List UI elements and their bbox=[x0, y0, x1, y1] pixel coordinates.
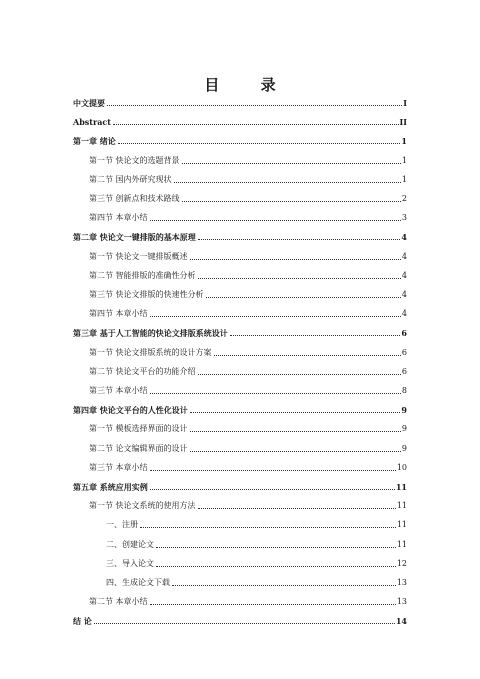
dot-leader bbox=[190, 451, 401, 452]
toc-entry-label: 结 论 bbox=[73, 616, 92, 627]
dot-leader bbox=[118, 143, 401, 144]
toc-entry-label: 第一节 快论文系统的使用方法 bbox=[89, 501, 196, 511]
toc-entry-page: 11 bbox=[396, 520, 407, 530]
toc-entry-page: 9 bbox=[401, 424, 407, 434]
dot-leader bbox=[172, 585, 396, 586]
toc-entry[interactable] bbox=[89, 174, 407, 186]
toc-entry[interactable] bbox=[89, 423, 407, 435]
toc-entry-page: 13 bbox=[396, 597, 407, 607]
toc-entry[interactable] bbox=[89, 596, 407, 608]
toc-entry-label: 第三章 基于人工智能的快论文排版系统设计 bbox=[73, 328, 228, 339]
toc-entry-label: 四、生成论文下载 bbox=[106, 578, 170, 587]
toc-entry-label: 第三节 本章小结 bbox=[89, 386, 148, 395]
toc-entry-label: 二、创建论文 bbox=[106, 539, 154, 549]
toc-entry-label: 中文提要 bbox=[73, 98, 105, 108]
dot-leader bbox=[150, 489, 395, 490]
toc-entry-page: 4 bbox=[401, 270, 407, 280]
dot-leader bbox=[150, 220, 401, 221]
toc-entry-page: 11 bbox=[395, 482, 407, 492]
dot-leader bbox=[150, 393, 401, 394]
toc-entry[interactable] bbox=[73, 481, 407, 493]
dot-leader bbox=[156, 547, 396, 548]
toc-entry-label: 一、注册 bbox=[106, 520, 138, 530]
toc-entry-page: 4 bbox=[401, 309, 407, 319]
toc-entry-page: 4 bbox=[401, 290, 407, 299]
toc-entry-page: 1 bbox=[401, 136, 407, 147]
dot-leader bbox=[150, 470, 396, 471]
toc-entry[interactable] bbox=[73, 327, 407, 339]
toc-entry[interactable] bbox=[73, 231, 407, 243]
toc-entry[interactable] bbox=[89, 289, 407, 301]
toc-entry[interactable] bbox=[89, 385, 407, 397]
toc-entry-label: 三、导入论文 bbox=[106, 558, 154, 568]
dot-leader bbox=[198, 508, 396, 509]
dot-leader bbox=[198, 239, 401, 240]
toc-entry-page: 10 bbox=[396, 462, 407, 472]
toc-entry-page: I bbox=[403, 98, 407, 108]
toc-entry-page: 1 bbox=[401, 174, 407, 184]
toc-entry[interactable] bbox=[89, 270, 407, 282]
toc-entry-label: 第四章 快论文平台的人性化设计 bbox=[73, 405, 188, 416]
toc-entry-label: 第四节 本章小结 bbox=[89, 213, 148, 223]
toc-entry-label: 第二节 论文编辑界面的设计 bbox=[89, 443, 188, 453]
toc-entry-page: 6 bbox=[401, 366, 407, 376]
toc-entry[interactable] bbox=[89, 212, 407, 224]
toc-entry-label: 第二节 智能排版的准确性分析 bbox=[89, 270, 196, 280]
toc-entry[interactable] bbox=[89, 500, 407, 512]
toc-entry[interactable] bbox=[73, 404, 407, 416]
toc-entry-page: II bbox=[399, 117, 407, 128]
toc-entry-label: 第一章 绪论 bbox=[73, 136, 116, 147]
dot-leader bbox=[113, 124, 399, 125]
page-title: 目 录 bbox=[204, 76, 294, 94]
dot-leader bbox=[174, 182, 401, 183]
toc-entry[interactable] bbox=[89, 462, 407, 474]
toc-entry-label: 第四节 本章小结 bbox=[89, 309, 148, 319]
toc-entry-label: 第三节 创新点和技术路线 bbox=[89, 194, 180, 203]
toc-entry[interactable] bbox=[73, 135, 407, 147]
dot-leader bbox=[182, 201, 401, 202]
toc-entry-page: 13 bbox=[396, 578, 407, 587]
toc-entry-label: 第二节 本章小结 bbox=[89, 597, 148, 607]
toc-entry-page: 9 bbox=[401, 443, 407, 453]
dot-leader bbox=[150, 604, 396, 605]
toc-entry-page: 6 bbox=[401, 328, 407, 339]
toc-entry[interactable] bbox=[89, 251, 407, 263]
toc-entry-page: 14 bbox=[395, 616, 407, 627]
toc-entry-label: 第一节 快论文一键排版概述 bbox=[89, 251, 188, 261]
dot-leader bbox=[190, 431, 401, 432]
toc-entry-page: 3 bbox=[401, 213, 407, 223]
toc-entry-page: 4 bbox=[401, 251, 407, 261]
toc-entry-page: 9 bbox=[401, 405, 407, 416]
toc-entry-label: 第二节 国内外研究现状 bbox=[89, 174, 172, 184]
toc-entry-label: Abstract bbox=[73, 117, 111, 128]
dot-leader bbox=[190, 259, 401, 260]
toc-entry[interactable] bbox=[73, 116, 407, 128]
dot-leader bbox=[140, 527, 396, 528]
toc-entry-page: 8 bbox=[401, 386, 407, 395]
toc-entry-label: 第三节 快论文排版的快速性分析 bbox=[89, 290, 204, 299]
toc-entry-page: 12 bbox=[396, 558, 407, 568]
dot-leader bbox=[150, 316, 401, 317]
dot-leader bbox=[214, 355, 401, 356]
toc-entry-page: 6 bbox=[401, 347, 407, 357]
dot-leader bbox=[190, 412, 401, 413]
toc-entry-label: 第五章 系统应用实例 bbox=[73, 482, 148, 492]
toc-entry[interactable] bbox=[89, 366, 407, 378]
dot-leader bbox=[198, 374, 401, 375]
toc-entry[interactable] bbox=[106, 519, 407, 531]
dot-leader bbox=[230, 335, 401, 336]
dot-leader bbox=[107, 105, 402, 106]
toc-entry-page: 11 bbox=[396, 501, 407, 511]
toc-entry-page: 4 bbox=[401, 232, 407, 243]
dot-leader bbox=[156, 566, 396, 567]
toc-entry[interactable] bbox=[89, 443, 407, 455]
toc-entry-label: 第三节 本章小结 bbox=[89, 462, 148, 472]
dot-leader bbox=[206, 297, 401, 298]
toc-entry[interactable] bbox=[89, 155, 407, 167]
toc-entry-label: 第二章 快论文一键排版的基本原理 bbox=[73, 232, 196, 243]
toc-entry[interactable] bbox=[89, 347, 407, 359]
toc-entry[interactable] bbox=[106, 577, 407, 589]
dot-leader bbox=[182, 163, 401, 164]
toc-entry-label: 第一节 快论文排版系统的设计方案 bbox=[89, 347, 212, 357]
dot-leader bbox=[198, 278, 401, 279]
toc-entry[interactable] bbox=[89, 308, 407, 320]
dot-leader bbox=[94, 623, 395, 624]
toc-entry[interactable] bbox=[106, 539, 407, 551]
toc-entry-label: 第二节 快论文平台的功能介绍 bbox=[89, 366, 196, 376]
toc-entry[interactable] bbox=[73, 615, 407, 627]
toc-entry-page: 1 bbox=[401, 155, 407, 165]
toc-entry-label: 第一节 模板选择界面的设计 bbox=[89, 424, 188, 434]
toc-entry-page: 11 bbox=[396, 539, 407, 549]
toc-entry[interactable] bbox=[73, 97, 407, 109]
toc-entry[interactable] bbox=[106, 558, 407, 570]
toc-entry[interactable] bbox=[89, 193, 407, 205]
toc-entry-page: 2 bbox=[401, 194, 407, 203]
toc-entry-label: 第一节 快论文的选题背景 bbox=[89, 155, 180, 165]
